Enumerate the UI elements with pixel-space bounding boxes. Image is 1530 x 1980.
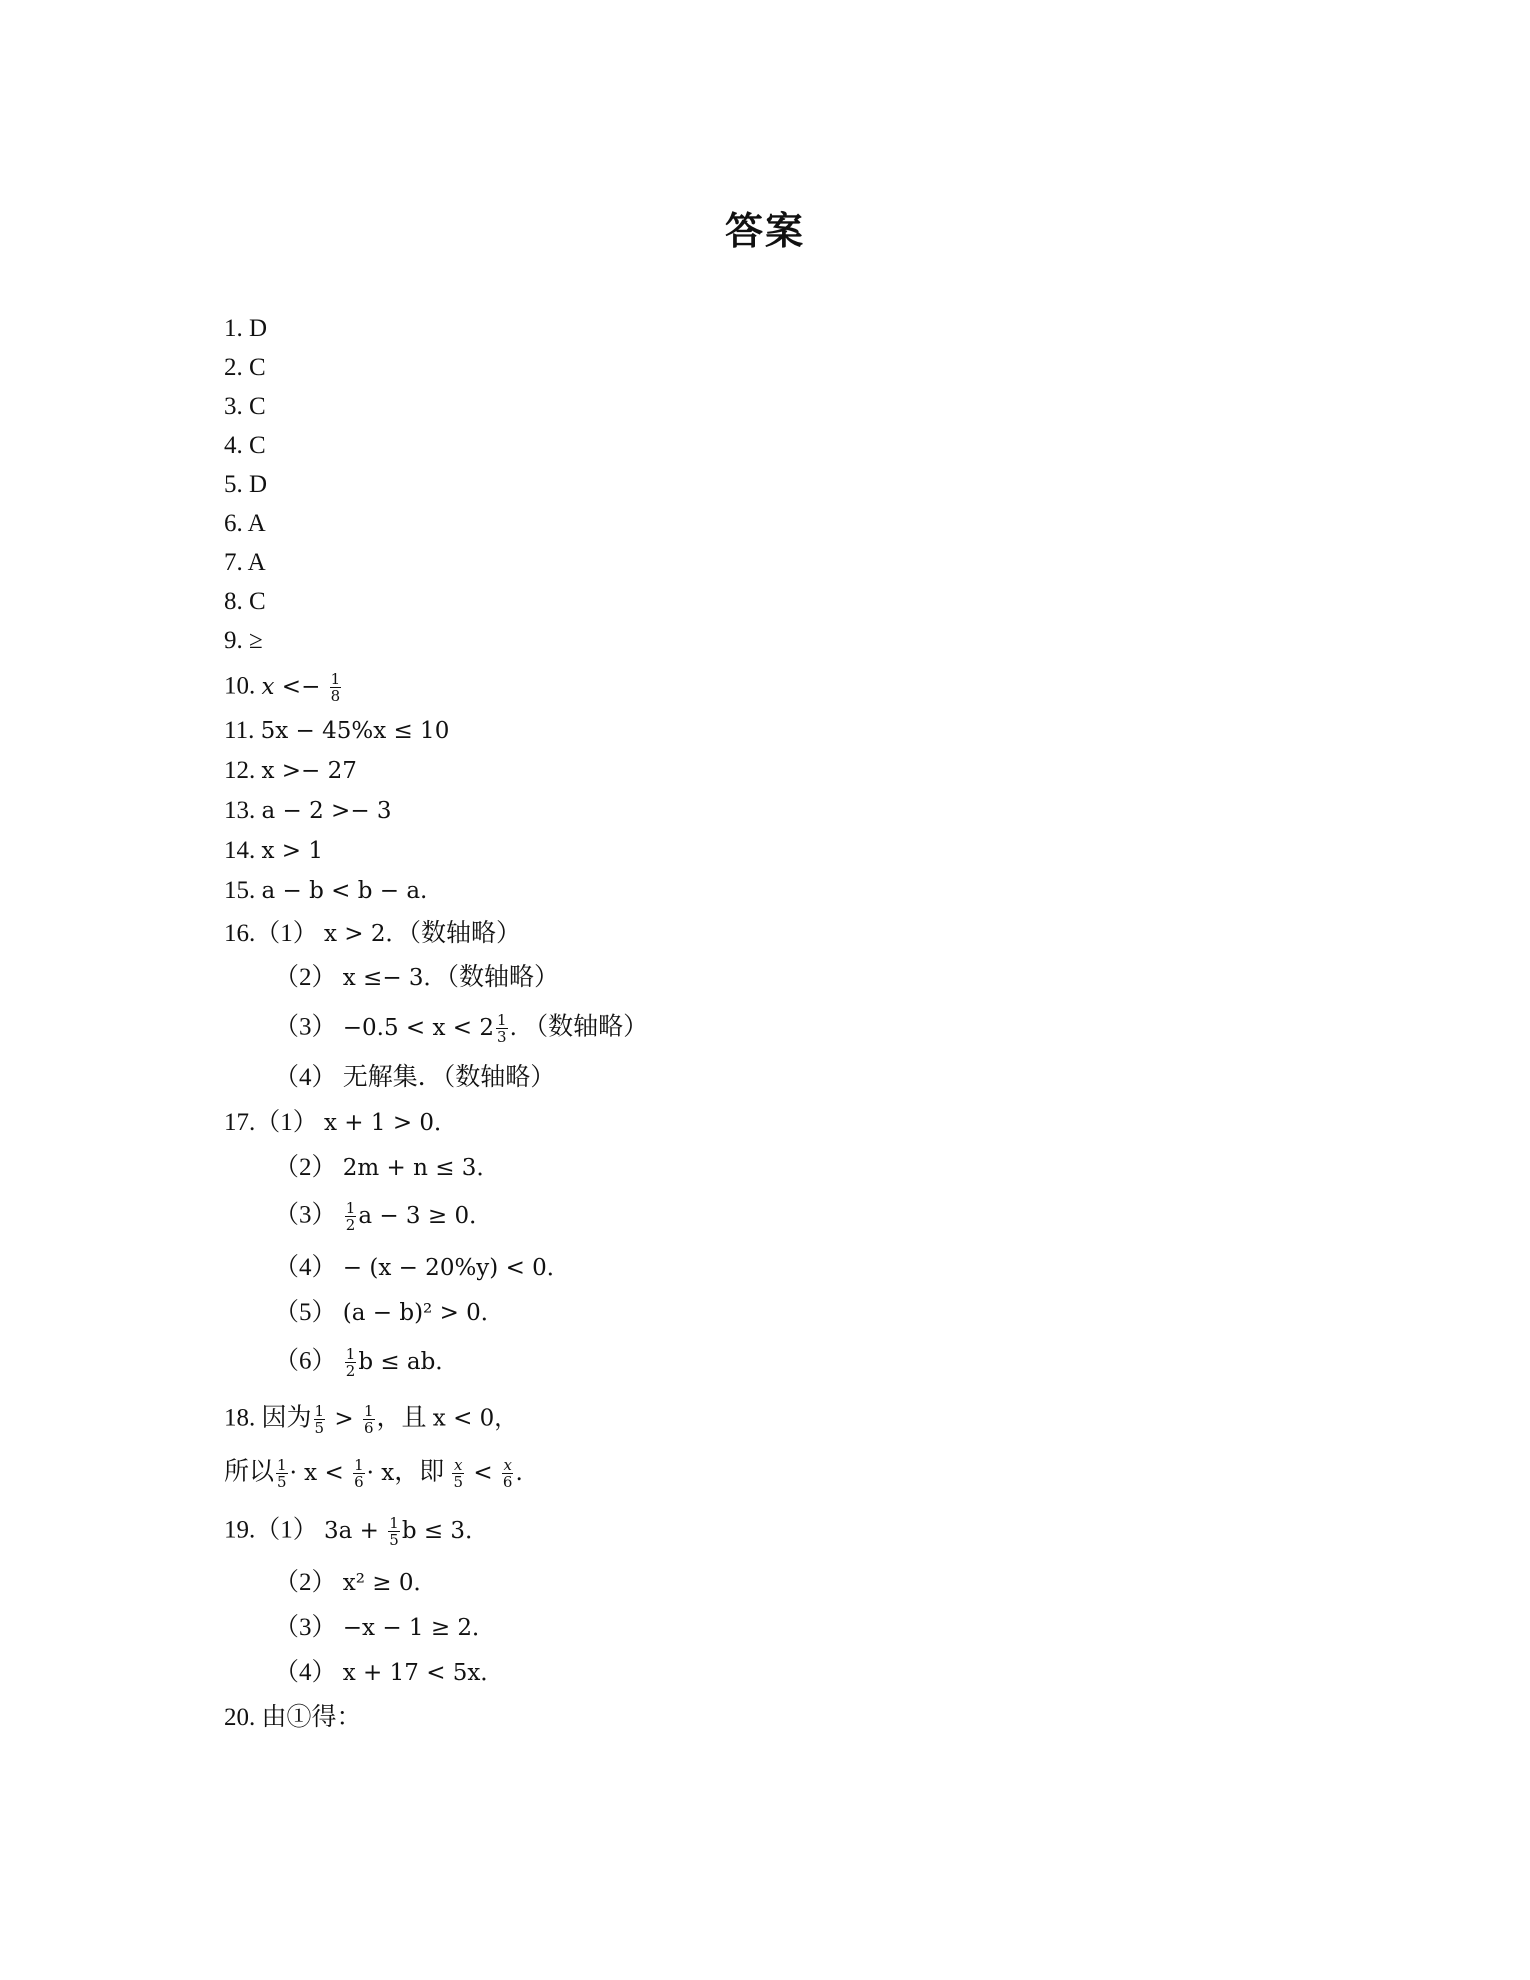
answer-19-2: （2） x² ≥ 0． [274, 1569, 437, 1596]
answer-line: 2. C [224, 354, 266, 381]
answer-17-4: （4） − (x − 20%y) < 0． [274, 1254, 570, 1281]
fraction: $\frac{1}{5}$ [277, 1456, 287, 1491]
answer-line: 5. D [224, 471, 268, 498]
answer-line: 6. A [224, 510, 266, 537]
answer-18-line2: 所以 $\frac{1}{5}$ · x < $\frac{1}{6}$ · x，即 $\frac{x}{5}$ < $\frac{x}{6}$ . [224, 1456, 523, 1491]
answer-14: 14. x > 1 [224, 837, 323, 864]
answer-16-4: （4） 无解集．（数轴略） [274, 1064, 556, 1091]
answer-16-1: 16.（1） x > 2．（数轴略） [224, 920, 522, 947]
fraction: $\frac{1}{2}$ [345, 1345, 356, 1380]
answer-11: 11. 5x − 45%x ≤ 10 [224, 717, 450, 744]
page-title: 答案 [724, 211, 805, 253]
fraction: $\frac{1}{5}$ [389, 1514, 399, 1549]
fraction: $\frac{x}{5}$ [453, 1456, 464, 1491]
answer-line: 4. C [224, 432, 266, 459]
answer-line: 1. D [224, 315, 268, 342]
answer-10: 10. x <− $\frac{1}{8}$ [224, 670, 341, 705]
answer-16-2: （2） x ≤− 3．（数轴略） [274, 964, 560, 991]
fraction: $\frac{x}{6}$ [502, 1456, 513, 1491]
fraction: $\frac{1}{8}$ [330, 670, 341, 705]
answer-19-3: （3） −x − 1 ≥ 2． [274, 1614, 496, 1641]
answer-19-4: （4） x + 17 < 5x． [274, 1659, 504, 1686]
answer-line: 7. A [224, 549, 266, 576]
answer-line: 3. C [224, 393, 266, 420]
fraction: $\frac{1}{6}$ [363, 1402, 374, 1437]
answer-20: 20. 由①得： [224, 1704, 362, 1731]
fraction: $\frac{1}{2}$ [345, 1199, 356, 1234]
answer-17-5: （5） (a − b)² > 0． [274, 1299, 504, 1326]
answer-17-2: （2） 2m + n ≤ 3． [274, 1154, 500, 1181]
answer-17-3: （3） $\frac{1}{2}$ a − 3 ≥ 0． [274, 1199, 493, 1234]
fraction: $\frac{1}{3}$ [497, 1011, 507, 1046]
answer-line: 8. C [224, 588, 266, 615]
fraction: $\frac{1}{5}$ [314, 1402, 325, 1437]
fraction: $\frac{1}{6}$ [354, 1456, 364, 1491]
answer-19-1: 19.（1） 3a + $\frac{1}{5}$ b ≤ 3． [224, 1514, 489, 1549]
answer-16-3: （3） −0.5 < x < 2 $\frac{1}{3}$ . （数轴略） [274, 1011, 649, 1046]
answer-17-1: 17.（1） x + 1 > 0． [224, 1109, 458, 1136]
answer-12: 12. x >− 27 [224, 757, 357, 784]
answer-15: 15. a − b < b − a. [224, 877, 428, 904]
answer-line: 9. ≥ [224, 627, 263, 654]
answer-13: 13. a − 2 >− 3 [224, 797, 392, 824]
answer-17-6: （6） $\frac{1}{2}$ b ≤ ab． [274, 1345, 459, 1380]
answer-18-line1: 18. 因为 $\frac{1}{5}$ > $\frac{1}{6}$ ，且 x < 0， [224, 1402, 518, 1437]
